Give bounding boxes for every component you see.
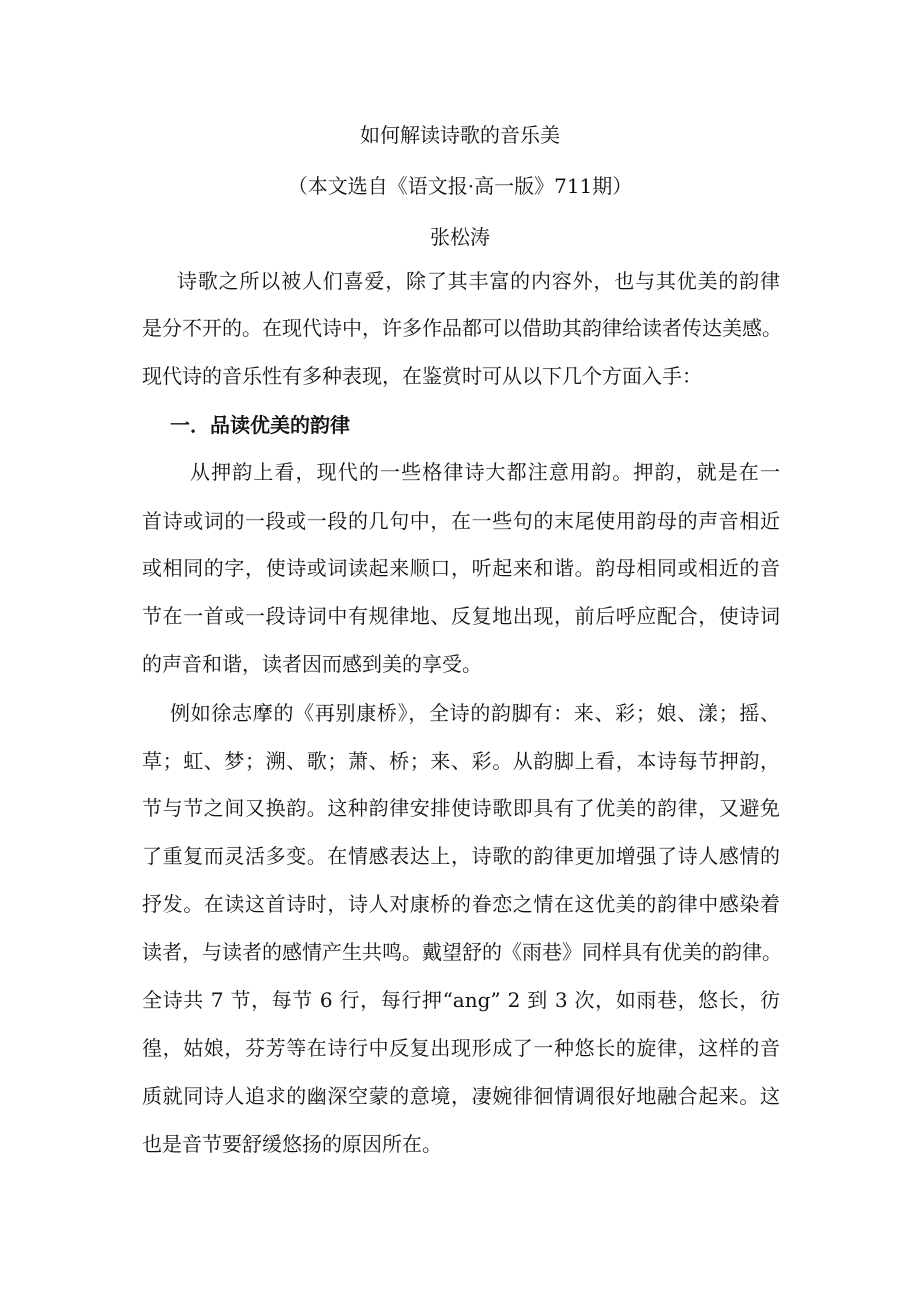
paragraph-line: 抒发。在读这首诗时，诗人对康桥的眷恋之情在这优美的韵律中感染着 [142,892,780,916]
paragraph-line: 或相同的字，使诗或词读起来顺口，听起来和谐。韵母相同或相近的音 [142,556,780,580]
document-source: （本文选自《语文报·高一版》711期） [287,174,633,198]
paragraph-line: 是分不开的。在现代诗中，许多作品都可以借助其韵律给读者传达美感。 [142,316,782,340]
paragraph-line: 首诗或词的一段或一段的几句中，在一些句的末尾使用韵母的声音相近 [142,509,780,533]
paragraph-line: 的声音和谐，读者因而感到美的享受。 [142,652,482,676]
paragraph-line: 例如徐志摩的《再别康桥》，全诗的韵脚有：来、彩；娘、漾；摇、 [170,701,780,725]
section-heading: 一．品读优美的韵律 [170,413,350,437]
paragraph-line: 草；虹、梦；溯、歌；萧、桥；来、彩。从韵脚上看，本诗每节押韵， [142,749,780,773]
paragraph-line: 全诗共 7 节，每节 6 行，每行押“ang” 2 到 3 次，如雨巷，悠长，彷 [142,988,780,1012]
paragraph-line: 读者，与读者的感情产生共鸣。戴望舒的《雨巷》同样具有优美的韵律。 [142,940,782,964]
paragraph-line: 也是音节要舒缓悠扬的原因所在。 [142,1132,442,1156]
document-title: 如何解读诗歌的音乐美 [360,123,560,147]
paragraph-line: 了重复而灵活多变。在情感表达上，诗歌的韵律更加增强了诗人感情的 [142,844,780,868]
paragraph-line: 徨，姑娘，芬芳等在诗行中反复出现形成了一种悠长的旋律，这样的音 [142,1036,780,1060]
paragraph-line: 诗歌之所以被人们喜爱，除了其丰富的内容外，也与其优美的韵律 [177,269,780,293]
paragraph-line: 节与节之间又换韵。这种韵律安排使诗歌即具有了优美的韵律，又避免 [142,796,780,820]
document-author: 张松涛 [430,225,490,249]
paragraph-line: 质就同诗人追求的幽深空蒙的意境，凄婉徘徊情调很好地融合起来。这 [142,1084,780,1108]
paragraph-line: 现代诗的音乐性有多种表现，在鉴赏时可从以下几个方面入手： [142,364,702,388]
paragraph-line: 从押韵上看，现代的一些格律诗大都注意用韵。押韵，就是在一 [190,460,780,484]
paragraph-line: 节在一首或一段诗词中有规律地、反复地出现，前后呼应配合，使诗词 [142,604,780,628]
